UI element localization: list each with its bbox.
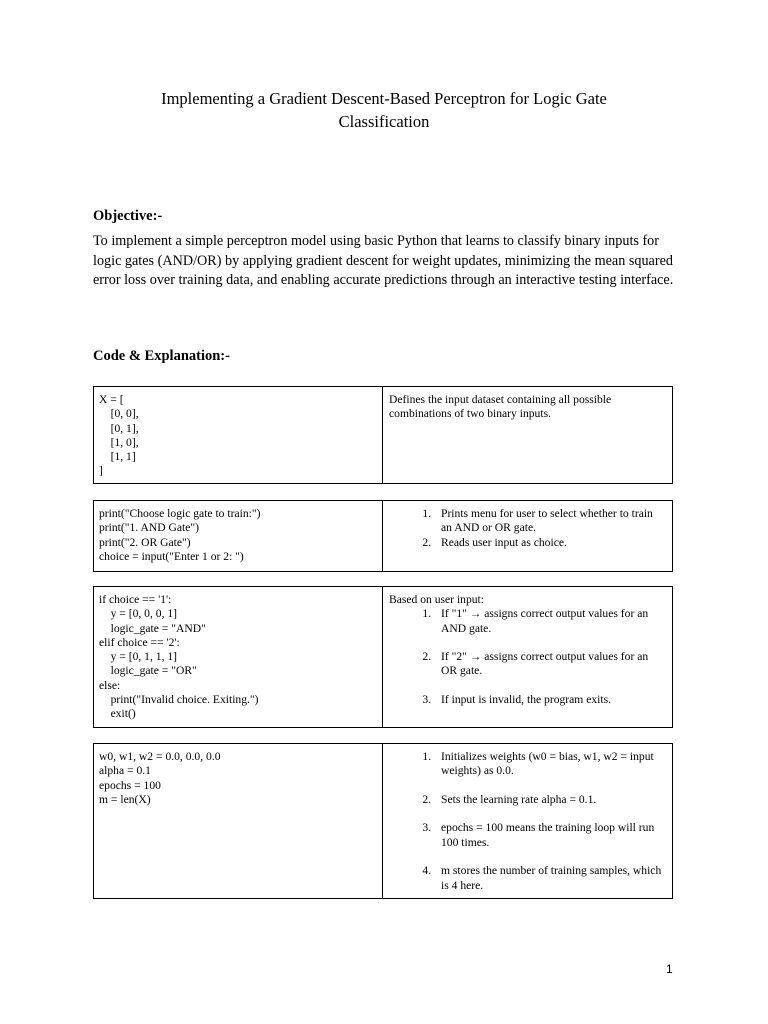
explanation-item: 1. Initializes weights (w0 = bias, w1, w2 = input weights) as 0.0.	[434, 750, 666, 779]
objective-heading: Objective:-	[93, 208, 163, 224]
code-cell: print("Choose logic gate to train:") print("1. AND Gate") print("2. OR Gate") choice = input("Enter 1 or 2: ")	[94, 501, 383, 571]
code-cell: w0, w1, w2 = 0.0, 0.0, 0.0 alpha = 0.1 epochs = 100 m = len(X)	[94, 744, 383, 898]
explanation-item: 1. Prints menu for user to select whether to train an AND or OR gate.	[434, 507, 666, 536]
code-explanation-heading: Code & Explanation:-	[93, 348, 230, 364]
explanation-item: 4. m stores the number of training samples, which is 4 here.	[434, 864, 666, 893]
code-table-menu	[93, 500, 673, 572]
explanation-item: 2. If "2" → assigns correct output values for an OR gate.	[434, 650, 666, 679]
explanation-text: Defines the input dataset containing all possible combinations of two binary inputs.	[389, 393, 612, 421]
objective-paragraph: To implement a simple perceptron model using basic Python that learns to classify binary inputs for logic gates (AND/OR) by applying gradient descent for weight updates, minimizing the mean squared error loss over training data, and enabling accurate predictions through an interactive testing interface.	[93, 233, 674, 289]
explanation-item: 2. Sets the learning rate alpha = 0.1.	[434, 793, 666, 807]
explanation-cell	[383, 501, 672, 571]
explanation-cell	[383, 744, 672, 898]
explanation-cell	[383, 387, 672, 483]
explanation-intro: Based on user input:	[389, 593, 484, 606]
explanation-list	[389, 507, 666, 550]
code-cell: if choice == '1': y = [0, 0, 0, 1] logic_gate = "AND" elif choice == '2': y = [0, 1, 1, 1] logic_gate = "OR" else: print("Invalid choice. Exiting.") exit()	[94, 587, 383, 727]
explanation-item: 3. epochs = 100 means the training loop will run 100 times.	[434, 821, 666, 850]
title-line-2: Classification	[338, 112, 430, 131]
title-line-1: Implementing a Gradient Descent-Based Perceptron for Logic Gate	[161, 89, 607, 108]
code-table-input-dataset	[93, 386, 673, 484]
code-table-choice	[93, 586, 673, 728]
code-cell: X = [ [0, 0], [0, 1], [1, 0], [1, 1] ]	[94, 387, 383, 483]
explanation-list	[389, 607, 666, 707]
explanation-cell	[383, 587, 672, 727]
explanation-item: 1. If "1" → assigns correct output values for an AND gate.	[434, 607, 666, 636]
explanation-list	[389, 750, 666, 893]
page-number: 1	[666, 962, 673, 976]
page-title	[100, 87, 668, 133]
explanation-item: 2. Reads user input as choice.	[434, 536, 666, 550]
code-table-initialization	[93, 743, 673, 899]
explanation-item: 3. If input is invalid, the program exits.	[434, 693, 666, 707]
